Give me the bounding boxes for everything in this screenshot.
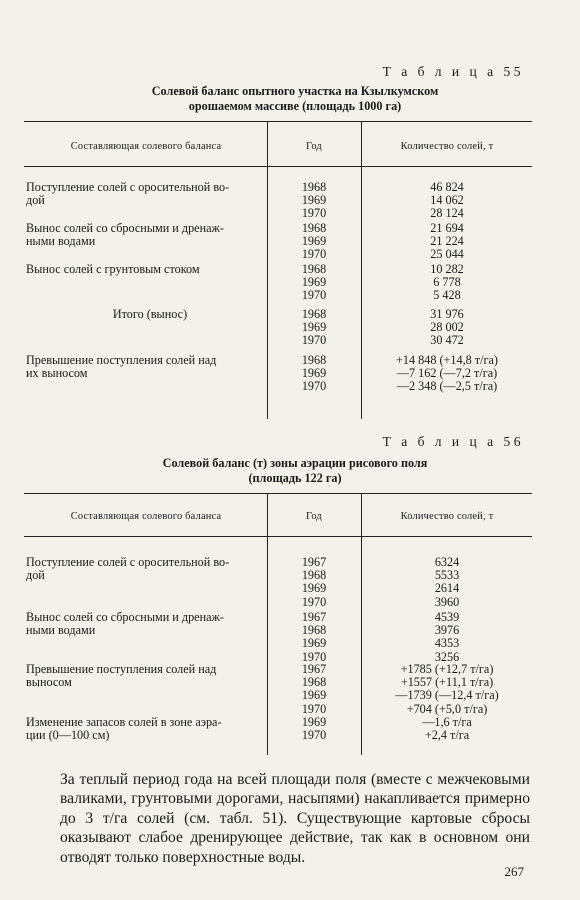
table55-row-years: 1968 1969 1970 <box>301 307 327 348</box>
table56-caption <box>60 456 530 486</box>
table56-row-years: 1967 1968 1969 1970 <box>301 662 327 716</box>
table55-number: Т а б л и ц а 55 <box>382 64 524 79</box>
table55-row-values: 10 282 6 778 5 428 <box>430 262 464 303</box>
table56-top-rule <box>24 493 532 494</box>
table55-row-years: 1968 1969 1970 <box>301 353 327 394</box>
body-paragraph: За теплый период года на всей площади поля (вместе с межчековыми валиками, грунтовыми дорогами, насыпями) накапливается примерно до 3 т/га солей (см. табл. 51). Существующие картовые сбросы оказывают слабое дренирующее действие, так как в основном они отводят только поверхностные воды. <box>60 771 530 866</box>
table56-row-values: —1,6 т/га +2,4 т/га <box>422 715 472 743</box>
table55-header-amount: Количество солей, т <box>400 141 494 152</box>
table55-row-label: Превышение поступления солей над их выносом <box>26 353 217 381</box>
table55-row-values: 31 976 28 002 30 472 <box>430 307 464 348</box>
table55-header-year: Год <box>306 141 322 152</box>
table56-row-years: 1967 1968 1969 1970 <box>301 610 327 664</box>
table55-caption-line2: орошаемом массиве (площадь 1000 га) <box>188 99 402 113</box>
table55-row-values: 21 694 21 224 25 044 <box>430 221 464 262</box>
table56-row-years: 1969 1970 <box>301 715 327 743</box>
table55-row-years: 1968 1969 1970 <box>301 180 327 221</box>
table56-header-rule <box>24 536 532 537</box>
table55-row-values: +14 848 (+14,8 т/га) —7 162 (—7,2 т/га) —2 348 (—2,5 т/га) <box>396 353 498 394</box>
table56-row-values: 4539 3976 4353 3256 <box>434 610 460 664</box>
page-number: 267 <box>504 864 524 879</box>
table56-number: Т а б л и ц а 56 <box>382 434 524 449</box>
table55-row-label-total: Итого (вынос) <box>112 307 188 321</box>
table55-caption-line1: Солевой баланс опытного участка на Кзылкумском <box>151 84 439 98</box>
table55-row-years: 1968 1969 1970 <box>301 221 327 262</box>
table56-header-component: Составляющая солевого баланса <box>70 511 222 522</box>
table56-row-values: 6324 5533 2614 3960 <box>434 555 460 609</box>
table56-caption-line1: Солевой баланс (т) зоны аэрации рисового поля <box>162 456 428 470</box>
table56-row-values: +1785 (+12,7 т/га) +1557 (+11,1 т/га) —1739 (—12,4 т/га) +704 (+5,0 т/га) <box>395 662 499 716</box>
table56-caption-line2: (площадь 122 га) <box>248 471 342 485</box>
table56-header-year: Год <box>306 511 322 522</box>
table55-caption <box>60 84 530 114</box>
table55-row-label: Вынос солей с грунтовым стоком <box>26 262 200 276</box>
table55-row-values: 46 824 14 062 28 124 <box>430 180 464 221</box>
table55-row-label: Вынос солей со сбросными и дренаж- ными водами <box>26 221 224 249</box>
table55-top-rule <box>24 121 532 122</box>
table56-header-amount: Количество солей, т <box>400 511 494 522</box>
table55-header-component: Составляющая солевого баланса <box>70 141 222 152</box>
table56-row-label: Изменение запасов солей в зоне аэра- ции (0—100 см) <box>26 715 222 743</box>
table55-row-label: Поступление солей с оросительной во- дой <box>26 180 230 208</box>
table56-row-label: Поступление солей с оросительной во- дой <box>26 555 230 583</box>
table56-row-years: 1967 1968 1969 1970 <box>301 555 327 609</box>
table55-row-years: 1968 1969 1970 <box>301 262 327 303</box>
table55-header-rule <box>24 166 532 167</box>
table56-row-label: Превышение поступления солей над выносом <box>26 662 217 690</box>
table56-row-label: Вынос солей со сбросными и дренаж- ными водами <box>26 610 224 638</box>
